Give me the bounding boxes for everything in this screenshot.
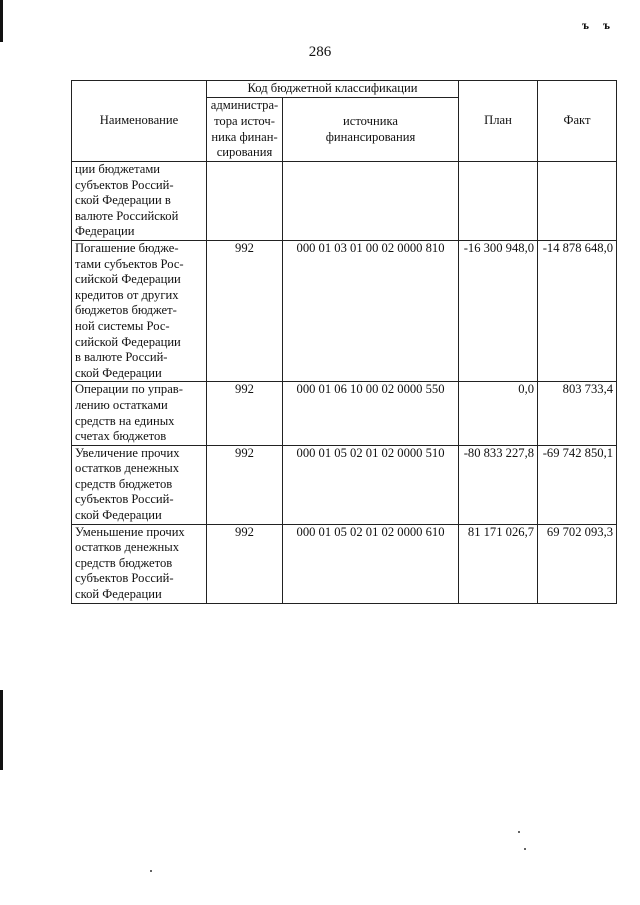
cell-plan: -80 833 227,8 [459, 445, 538, 524]
table-row [72, 382, 617, 445]
cell-code: 000 01 05 02 01 02 0000 610 [283, 524, 459, 603]
scan-edge-top [0, 0, 3, 42]
header-plan: План [459, 81, 538, 162]
cell-name: Уменьшение прочих остатков денежных средств бюджетов субъектов Россий- ской Федерации [72, 524, 207, 603]
cell-fact: 803 733,4 [538, 382, 617, 445]
cell-plan: -16 300 948,0 [459, 240, 538, 381]
table-header [72, 81, 617, 162]
header-name: Наименование [72, 81, 207, 162]
budget-financing-table [71, 80, 617, 604]
cell-name: ции бюджетами субъектов Россий- ской Федерации в валюте Российской Федерации [72, 162, 207, 241]
cell-admin [207, 162, 283, 241]
header-admin: администра- тора источ- ника финан- сирования [207, 98, 283, 162]
cell-name: Увеличение прочих остатков денежных средств бюджетов субъектов Россий- ской Федерации [72, 445, 207, 524]
scan-speck [524, 848, 526, 850]
header-code-group: Код бюджетной классификации [207, 81, 459, 98]
cell-name: Погашение бюдже- тами субъектов Рос- сийской Федерации кредитов от других бюджетов бюджет- ной системы Рос- сийской Федерации в валюте Россий- ской Федерации [72, 240, 207, 381]
scan-speck [150, 870, 152, 872]
cell-admin: 992 [207, 240, 283, 381]
cell-fact [538, 162, 617, 241]
table-row [72, 240, 617, 381]
cell-plan [459, 162, 538, 241]
cell-code: 000 01 05 02 01 02 0000 510 [283, 445, 459, 524]
cell-fact: 69 702 093,3 [538, 524, 617, 603]
cell-code: 000 01 03 01 00 02 0000 810 [283, 240, 459, 381]
cell-code [283, 162, 459, 241]
cell-admin: 992 [207, 524, 283, 603]
cell-fact: -14 878 648,0 [538, 240, 617, 381]
cell-admin: 992 [207, 382, 283, 445]
page-number: 286 [308, 44, 332, 60]
corner-mark-1: ъ [582, 18, 589, 32]
cell-plan: 81 171 026,7 [459, 524, 538, 603]
header-source: источника финансирования [283, 98, 459, 162]
table-row [72, 524, 617, 603]
cell-admin: 992 [207, 445, 283, 524]
table-row [72, 445, 617, 524]
header-fact: Факт [538, 81, 617, 162]
table-row [72, 162, 617, 241]
cell-name: Операции по управ- лению остатками средств на единых счетах бюджетов [72, 382, 207, 445]
cell-code: 000 01 06 10 00 02 0000 550 [283, 382, 459, 445]
corner-mark-2: ъ [603, 18, 610, 32]
scan-edge-middle [0, 690, 3, 770]
scan-speck [518, 831, 520, 833]
table-body [72, 162, 617, 604]
cell-fact: -69 742 850,1 [538, 445, 617, 524]
cell-plan: 0,0 [459, 382, 538, 445]
